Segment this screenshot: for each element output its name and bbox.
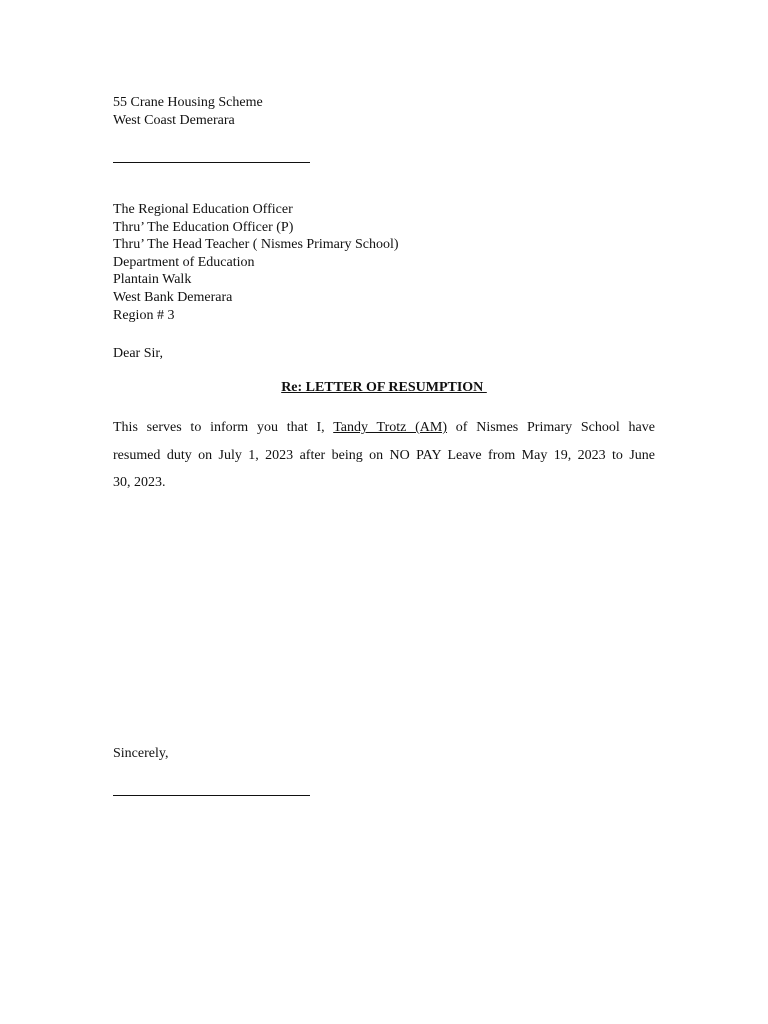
- signature-line: [113, 795, 310, 796]
- recipient-address: [113, 201, 399, 324]
- salutation-text: Dear Sir,: [113, 346, 163, 361]
- salutation: [113, 345, 163, 363]
- body-paragraph: [113, 414, 655, 497]
- sender-address-line: West Coast Demerara: [113, 112, 235, 128]
- body-line: [113, 414, 655, 442]
- closing: [113, 745, 168, 763]
- employee-name: Tandy Trotz (AM): [333, 420, 448, 435]
- recipient-line: Thru’ The Education Officer (P): [113, 219, 294, 235]
- body-text: of Nismes Primary School have: [455, 420, 655, 435]
- subject-heading: [0, 380, 768, 396]
- recipient-line: West Bank Demerara: [113, 289, 233, 305]
- recipient-line: Region # 3: [113, 307, 175, 323]
- subject-text: Re: LETTER OF RESUMPTION: [281, 380, 487, 395]
- recipient-line: The Regional Education Officer: [113, 202, 293, 217]
- body-line: 30, 2023.: [113, 475, 166, 490]
- sender-address-line: 55 Crane Housing Scheme: [113, 95, 263, 110]
- recipient-line: Department of Education: [113, 254, 255, 270]
- body-line: resumed duty on July 1, 2023 after being on NO PAY Leave from May 19, 2023 to June: [113, 447, 655, 463]
- recipient-line: Thru’ The Head Teacher ( Nismes Primary School): [113, 237, 399, 253]
- date-blank-line: [113, 162, 310, 163]
- recipient-line: Plantain Walk: [113, 272, 192, 288]
- sender-address: [113, 94, 263, 129]
- closing-text: Sincerely,: [113, 746, 169, 761]
- body-text: This serves to inform you that I,: [113, 420, 325, 435]
